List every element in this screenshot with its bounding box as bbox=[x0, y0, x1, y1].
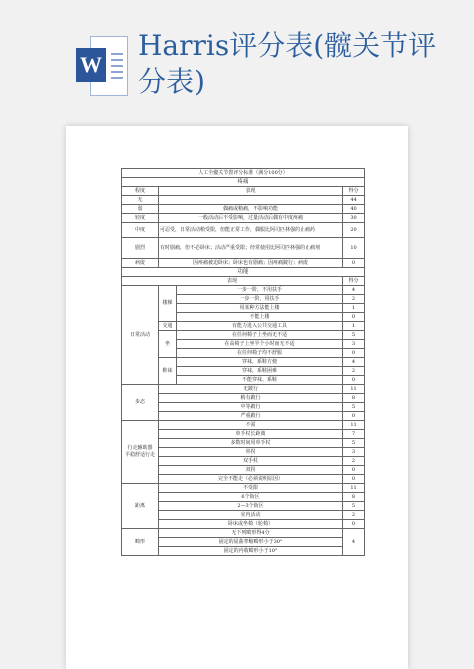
pain-col-degree: 程度 bbox=[122, 187, 159, 196]
support-score: 2 bbox=[343, 457, 365, 466]
support-desc: 多数时间用单手杖 bbox=[159, 439, 343, 448]
distance-score: 0 bbox=[343, 520, 365, 529]
walking-support-label-line1: 行走辅助器 bbox=[127, 445, 153, 451]
stairs-score: 0 bbox=[343, 313, 365, 322]
walking-support-label-line2: 平稳舒适行走 bbox=[124, 452, 155, 458]
pain-degree: 病废 bbox=[122, 259, 159, 268]
shoes-score: 2 bbox=[343, 367, 365, 376]
pain-degree: 无 bbox=[122, 196, 159, 205]
support-score: 5 bbox=[343, 439, 365, 448]
table-caption: 人工全髋关节置评分标准（满分100分） bbox=[122, 169, 365, 178]
deformity-score: 4 bbox=[343, 529, 365, 556]
sitting-score: 5 bbox=[343, 331, 365, 340]
gait-score: 0 bbox=[343, 412, 365, 421]
support-score: 7 bbox=[343, 430, 365, 439]
harris-score-table bbox=[121, 168, 364, 556]
banner bbox=[0, 0, 474, 112]
gait-desc: 无跛行 bbox=[159, 385, 343, 394]
distance-desc: 卧床或坐椅（轮椅） bbox=[159, 520, 343, 529]
deformity-desc: 固定的屈曲挛缩畸形小于30° bbox=[159, 538, 343, 547]
support-desc: 双拐 bbox=[159, 466, 343, 475]
shoes-desc: 不能穿袜、系鞋 bbox=[177, 376, 343, 385]
stairs-score: 4 bbox=[343, 286, 365, 295]
support-score: 0 bbox=[343, 475, 365, 484]
deformity-desc: 无下列畸形得4分 bbox=[159, 529, 343, 538]
sitting-desc: 在任何椅子均不舒服 bbox=[177, 349, 343, 358]
gait-desc: 中等跛行 bbox=[159, 403, 343, 412]
distance-score: 5 bbox=[343, 502, 365, 511]
function-col-desc: 表现 bbox=[122, 277, 343, 286]
pain-score: 30 bbox=[343, 214, 365, 223]
stairs-label: 楼梯 bbox=[159, 286, 177, 322]
pain-desc: 可忍受，日常活动稍受限，但能正常工作，偶服比阿司匹林强的止痛药 bbox=[159, 223, 343, 238]
distance-desc: 室内活动 bbox=[159, 511, 343, 520]
transport-desc: 有能力进入公共交通工具 bbox=[177, 322, 343, 331]
shoes-label: 鞋袜 bbox=[159, 358, 177, 385]
transport-score: 1 bbox=[343, 322, 365, 331]
pain-desc: 一般活动后不受影响，过量活动后偶有中度疼痛 bbox=[159, 214, 343, 223]
pain-desc bbox=[159, 196, 343, 205]
gait-score: 5 bbox=[343, 403, 365, 412]
pain-score: 0 bbox=[343, 259, 365, 268]
deformity-label: 畸形 bbox=[122, 529, 159, 556]
transport-label: 交通 bbox=[159, 322, 177, 331]
pain-degree: 中度 bbox=[122, 223, 159, 238]
distance-score: 8 bbox=[343, 493, 365, 502]
distance-label: 距离 bbox=[122, 484, 159, 529]
gait-desc: 严重跛行 bbox=[159, 412, 343, 421]
shoes-score: 0 bbox=[343, 376, 365, 385]
function-section-header: 功能 bbox=[122, 268, 365, 277]
pain-section-header: 疼痛 bbox=[122, 178, 365, 187]
pain-score: 44 bbox=[343, 196, 365, 205]
pain-desc: 因疼痛被迫卧床；卧床也有剧痛；因疼痛跛行；病废 bbox=[159, 259, 343, 268]
pain-score: 20 bbox=[343, 223, 365, 238]
page-title: Harris评分表(髋关节评分表) bbox=[138, 29, 437, 98]
distance-desc: 6个街区 bbox=[159, 493, 343, 502]
gait-label: 步态 bbox=[122, 385, 159, 421]
function-col-score: 得分 bbox=[343, 277, 365, 286]
support-desc: 不需 bbox=[159, 421, 343, 430]
support-desc: 单手杖长距离 bbox=[159, 430, 343, 439]
pain-score: 40 bbox=[343, 205, 365, 214]
pain-score: 10 bbox=[343, 238, 365, 259]
support-score: 3 bbox=[343, 448, 365, 457]
support-desc: 单拐 bbox=[159, 448, 343, 457]
walking-support-label bbox=[122, 421, 159, 484]
shoes-score: 4 bbox=[343, 358, 365, 367]
pain-col-desc: 表现 bbox=[159, 187, 343, 196]
pain-desc: 有时剧痛，但不必卧床；活动严重受限；经常使用比阿司匹林强的止痛剂 bbox=[159, 238, 343, 259]
support-desc: 双手杖 bbox=[159, 457, 343, 466]
support-score: 11 bbox=[343, 421, 365, 430]
distance-score: 2 bbox=[343, 511, 365, 520]
pain-degree: 弱 bbox=[122, 205, 159, 214]
stairs-desc: 不能上楼 bbox=[177, 313, 343, 322]
stairs-score: 2 bbox=[343, 295, 365, 304]
pain-desc: 偶痛或稍痛，不影响功能 bbox=[159, 205, 343, 214]
sitting-score: 0 bbox=[343, 349, 365, 358]
word-icon-letter: W bbox=[76, 48, 106, 82]
shoes-desc: 穿袜，系鞋困难 bbox=[177, 367, 343, 376]
distance-desc: 2—3个街区 bbox=[159, 502, 343, 511]
gait-score: 11 bbox=[343, 385, 365, 394]
pain-col-score: 得分 bbox=[343, 187, 365, 196]
gait-desc: 稍有跛行 bbox=[159, 394, 343, 403]
support-score: 0 bbox=[343, 466, 365, 475]
stairs-desc: 一步一阶，用扶手 bbox=[177, 295, 343, 304]
stairs-desc: 一步一阶，不用扶手 bbox=[177, 286, 343, 295]
pain-degree: 轻度 bbox=[122, 214, 159, 223]
sitting-desc: 在任何椅子上坐而无不适 bbox=[177, 331, 343, 340]
sitting-label: 坐 bbox=[159, 331, 177, 358]
gait-score: 8 bbox=[343, 394, 365, 403]
support-desc: 完全不能走（必须说明原因） bbox=[159, 475, 343, 484]
word-document-icon bbox=[76, 36, 126, 94]
stairs-desc: 用某种方法能上楼 bbox=[177, 304, 343, 313]
pain-degree: 剧烈 bbox=[122, 238, 159, 259]
shoes-desc: 穿袜，系鞋方便 bbox=[177, 358, 343, 367]
sitting-score: 3 bbox=[343, 340, 365, 349]
distance-desc: 不受限 bbox=[159, 484, 343, 493]
sitting-desc: 在高椅子上坐半个小时而无不适 bbox=[177, 340, 343, 349]
distance-score: 11 bbox=[343, 484, 365, 493]
stairs-score: 1 bbox=[343, 304, 365, 313]
daily-activities-label: 日常活动 bbox=[122, 286, 159, 385]
deformity-desc: 固定的内收畸形小于10° bbox=[159, 547, 343, 556]
